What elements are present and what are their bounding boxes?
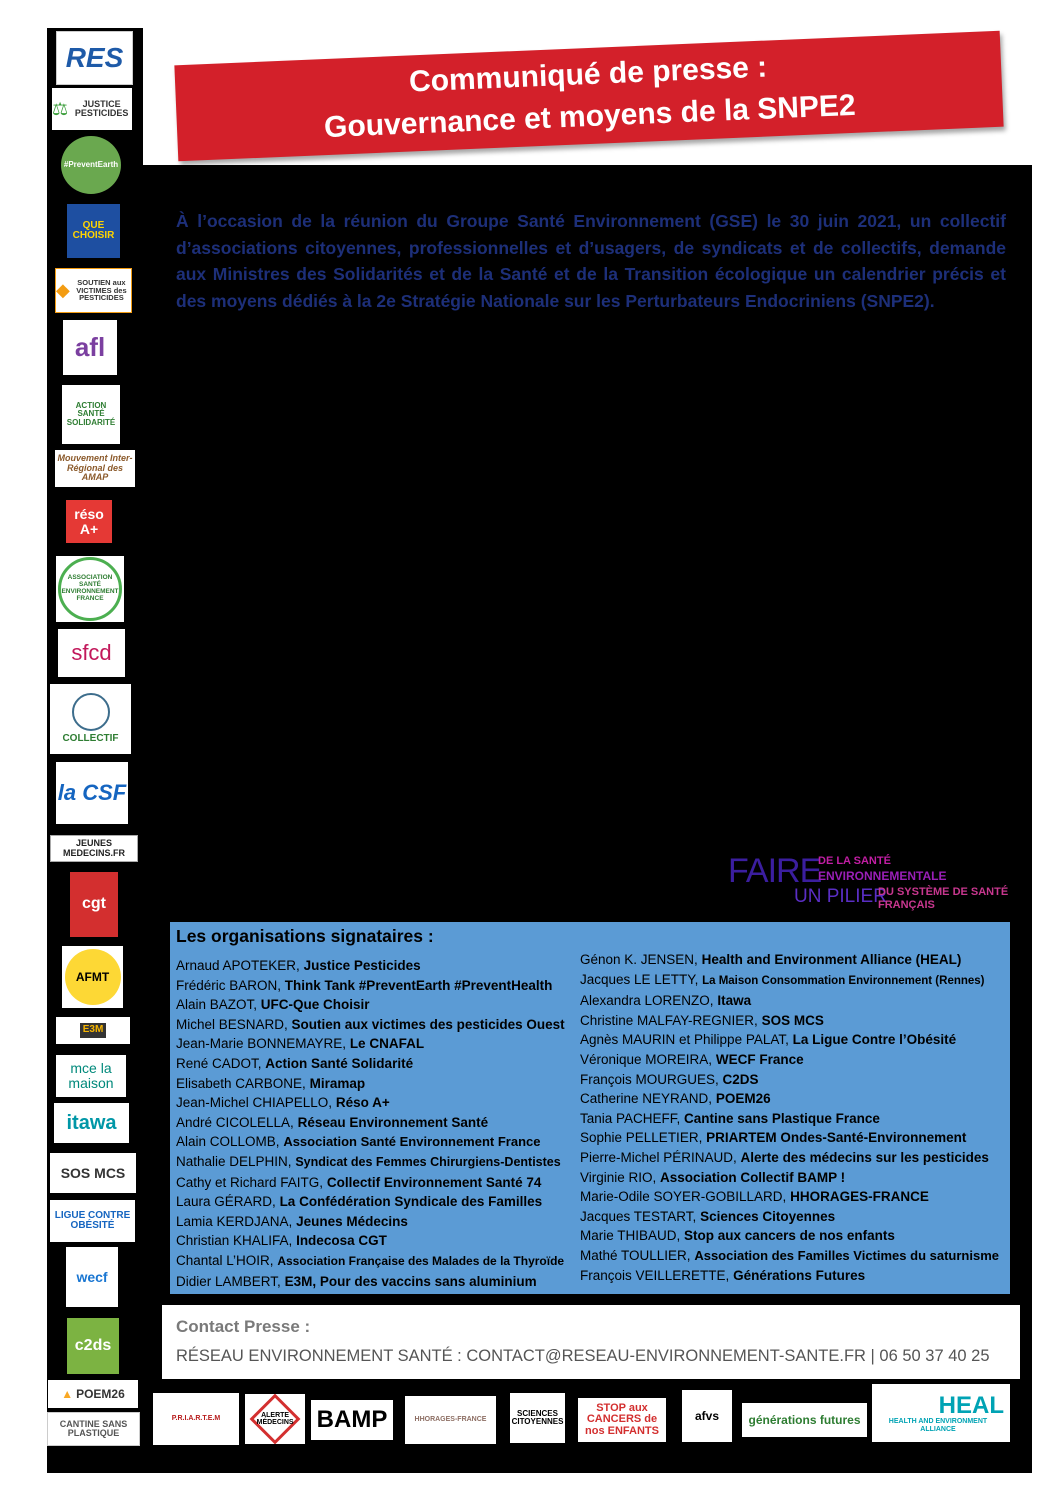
signatory-row: [580, 1207, 999, 1227]
signatory-row: [580, 1030, 999, 1050]
signatory-row: [176, 1054, 565, 1074]
signatory-row: [176, 1251, 565, 1272]
contact-title: Contact Presse :: [176, 1317, 311, 1336]
prevent-earth-logo: #PreventEarth: [61, 136, 121, 194]
signatory-organization: Soutien aux victimes des pesticides Ouest: [291, 1016, 565, 1032]
faire-sante-logo: FAIRE DE LA SANTÉ ENVIRONNEMENTALE UN PILIER DU SYSTÈME DE SANTÉ FRANÇAIS: [728, 852, 1009, 911]
stop-cancers-logo: STOP aux CANCERS de nos ENFANTS: [578, 1398, 666, 1442]
signatory-row: [176, 1093, 565, 1113]
bamp-logo: BAMP: [311, 1400, 393, 1440]
signatory-row: [176, 1015, 565, 1035]
signatory-row: [176, 1212, 565, 1232]
signatory-organization: Itawa: [717, 993, 752, 1009]
signatory-name: Elisabeth CARBONE,: [176, 1075, 306, 1091]
signatory-name: Frédéric BARON,: [176, 977, 282, 993]
signatories-box: [170, 922, 1010, 1294]
signatory-name: Didier LAMBERT,: [176, 1273, 281, 1289]
signatory-row: [176, 1113, 565, 1133]
signatory-name: Michel BESNARD,: [176, 1016, 288, 1032]
signatory-name: Sophie PELLETIER,: [580, 1130, 703, 1146]
signatory-row: [176, 1231, 565, 1251]
asef-logo: ASSOCIATION SANTÉ ENVIRONNEMENT FRANCE: [56, 556, 124, 622]
signatory-name: Nathalie DELPHIN,: [176, 1153, 292, 1169]
collectif-logo: COLLECTIF: [50, 684, 131, 754]
title-line-1: Communiqué de presse :: [408, 50, 768, 99]
itawa-logo: itawa: [54, 1103, 129, 1143]
signatory-organization: Alerte des médecins sur les pesticides: [740, 1149, 989, 1165]
signatory-organization: Association Santé Environnement France: [283, 1134, 541, 1150]
csf-logo: la CSF: [56, 762, 128, 824]
signatory-name: Marie THIBAUD,: [580, 1228, 681, 1244]
signatory-name: Arnaud APOTEKER,: [176, 958, 300, 973]
faire-word: FAIRE: [728, 852, 822, 890]
signatory-name: Agnès MAURIN et Philippe PALAT,: [580, 1032, 789, 1048]
cgt-indecosa-logo: cgt: [70, 872, 118, 937]
signatory-organization: Générations Futures: [733, 1267, 866, 1283]
wecf-logo: wecf: [66, 1247, 118, 1307]
action-sante-logo: ACTION SANTÉ SOLIDARITÉ: [62, 385, 120, 444]
signatory-row: [580, 1089, 999, 1109]
signatory-row: [580, 950, 999, 970]
signatory-name: Alain COLLOMB,: [176, 1134, 280, 1150]
afl-logo: afl: [63, 320, 117, 375]
e3m-logo: E3M: [56, 1017, 130, 1044]
signatory-name: Véronique MOREIRA,: [580, 1051, 713, 1067]
signatory-row: [176, 1152, 565, 1173]
signatory-name: Marie-Odile SOYER-GOBILLARD,: [580, 1189, 787, 1205]
signatory-organization: HHORAGES-FRANCE: [790, 1189, 929, 1205]
signatory-row: [580, 1109, 999, 1129]
ligue-obesite-logo: LIGUE CONTRE OBÉSITÉ: [50, 1200, 135, 1242]
signatory-organization: Association Collectif BAMP !: [660, 1169, 846, 1185]
signatory-organization: C2DS: [722, 1071, 759, 1087]
signatory-organization: Miramap: [309, 1075, 366, 1091]
generations-futures-logo: générations futures: [742, 1403, 867, 1437]
signatory-name: Alain BAZOT,: [176, 997, 258, 1013]
signatory-organization: Sciences Citoyennes: [700, 1208, 836, 1224]
afvs-logo: afvs: [682, 1390, 732, 1442]
signatories-title: Les organisations signataires :: [176, 926, 434, 946]
signatory-row: [580, 1050, 999, 1070]
res-logo: RES: [56, 31, 133, 85]
signatory-name: François VEILLERETTE,: [580, 1267, 730, 1283]
signatory-organization: Cantine sans Plastique France: [684, 1110, 880, 1126]
signatory-organization: Réso A+: [335, 1095, 390, 1111]
signatory-organization: WECF France: [715, 1051, 804, 1067]
signatory-row: [176, 1173, 565, 1193]
signatory-row: [580, 1226, 999, 1246]
signatory-row: [580, 1187, 999, 1207]
signatory-row: [580, 970, 999, 992]
signatory-name: François MOURGUES,: [580, 1071, 719, 1087]
signatory-organization: La Confédération Syndicale des Familles: [279, 1194, 543, 1210]
signatory-name: Génon K. JENSEN,: [580, 952, 698, 967]
signatory-name: Chantal L’HOIR,: [176, 1252, 274, 1268]
signatory-name: Jean-Michel CHIAPELLO,: [176, 1095, 333, 1111]
signatories-right-column: [580, 950, 999, 1285]
ufc-que-choisir-logo: QUE CHOISIR: [67, 204, 120, 258]
soutien-victimes-logo: ◆ SOUTIEN aux VICTIMES des PESTICIDES: [55, 268, 132, 313]
heal-logo: HEAL HEALTH AND ENVIRONMENT ALLIANCE: [872, 1384, 1010, 1442]
c2ds-logo: c2ds: [67, 1318, 119, 1374]
signatory-name: Cathy et Richard FAITG,: [176, 1174, 324, 1190]
signatory-organization: Jeunes Médecins: [296, 1213, 408, 1229]
signatory-organization: Association des Familles Victimes du saturnisme: [694, 1247, 999, 1263]
poem26-logo: ▲ POEM26: [48, 1380, 138, 1408]
signatory-organization: Association Française des Malades de la Thyroïde: [277, 1253, 565, 1268]
press-contact: [162, 1305, 1020, 1379]
sfcd-logo: sfcd: [58, 629, 125, 677]
signatory-name: Virginie RIO,: [580, 1169, 657, 1185]
contact-line: RÉSEAU ENVIRONNEMENT SANTÉ : CONTACT@RESEAU-ENVIRONNEMENT-SANTE.FR | 06 50 37 40 25: [176, 1347, 990, 1365]
signatory-organization: Le CNAFAL: [349, 1036, 425, 1052]
signatory-row: [580, 991, 999, 1011]
signatory-organization: Justice Pesticides: [303, 958, 421, 973]
signatory-name: Jean-Marie BONNEMAYRE,: [176, 1036, 347, 1052]
signatory-name: René CADOT,: [176, 1055, 262, 1071]
priartem-logo: P.R.I.A.R.T.E.M: [153, 1393, 239, 1445]
justice-pesticides-logo: ⚖ JUSTICE PESTICIDES: [52, 88, 132, 130]
signatory-name: Laura GÉRARD,: [176, 1194, 276, 1210]
signatory-organization: Syndicat des Femmes Chirurgiens-Dentistes: [295, 1154, 561, 1169]
signatory-row: [176, 1272, 565, 1292]
signatory-organization: Réseau Environnement Santé: [297, 1114, 489, 1130]
hhorages-logo: HHORAGES-FRANCE: [405, 1396, 496, 1444]
signatory-organization: UFC-Que Choisir: [260, 997, 370, 1013]
alerte-medecins-logo: ALERTE MÉDECINS: [245, 1394, 305, 1444]
signatory-name: Alexandra LORENZO,: [580, 993, 714, 1009]
signatory-name: Pierre-Michel PÉRINAUD,: [580, 1149, 737, 1165]
signatory-organization: Indecosa CGT: [296, 1233, 387, 1249]
signatory-row: [580, 1246, 999, 1266]
mce-logo: mce la maison: [56, 1055, 126, 1097]
signatory-row: [580, 1168, 999, 1188]
signatory-name: Jacques TESTART,: [580, 1208, 697, 1224]
signatory-row: [580, 1148, 999, 1168]
signatory-row: [580, 1128, 999, 1148]
signatory-organization: SOS MCS: [761, 1012, 824, 1028]
cantine-sans-plastique-logo: CANTINE SANS PLASTIQUE: [47, 1412, 140, 1446]
signatory-row: [176, 1034, 565, 1054]
signatory-name: Mathé TOULLIER,: [580, 1247, 691, 1263]
signatory-name: André CICOLELLA,: [176, 1114, 294, 1130]
signatory-name: Jacques LE LETTY,: [580, 971, 699, 987]
signatory-row: [580, 1011, 999, 1031]
intro-paragraph: À l’occasion de la réunion du Groupe Santé Environnement (GSE) le 30 juin 2021, un collectif d’associations citoyennes, professionnelles et d’usagers, de syndicats et de collectifs, demande aux Ministres des Solidarités et de la Santé et de la Transition écologique un calendrier précis et des moyens dédiés à la 2e Stratégie Nationale sur les Perturbateurs Endocriniens (SNPE2).: [176, 211, 1006, 311]
afmt-logo: AFMT: [62, 946, 123, 1008]
signatory-organization: La Ligue Contre l’Obésité: [792, 1032, 957, 1048]
signatory-organization: Think Tank #PreventEarth #PreventHealth: [284, 977, 553, 993]
signatory-row: [176, 995, 565, 1015]
title-line-2: Gouvernance et moyens de la SNPE2: [323, 88, 857, 145]
signatory-row: [176, 1074, 565, 1094]
signatory-name: Lamia KERDJANA,: [176, 1213, 293, 1229]
signatory-organization: E3M, Pour des vaccins sans aluminium: [284, 1273, 537, 1289]
signatory-row: [176, 1132, 565, 1152]
signatory-organization: Collectif Environnement Santé 74: [326, 1174, 542, 1190]
amap-logo: Mouvement Inter-Régional des AMAP: [55, 450, 135, 487]
signatory-organization: POEM26: [715, 1091, 771, 1107]
signatory-row: [176, 976, 565, 996]
signatory-name: Tania PACHEFF,: [580, 1110, 681, 1126]
signatory-organization: Stop aux cancers de nos enfants: [684, 1228, 895, 1244]
signatory-name: Christian KHALIFA,: [176, 1233, 293, 1249]
sos-mcs-logo: SOS MCS: [50, 1153, 136, 1193]
jeunes-medecins-logo: JEUNES MEDECINS.FR: [50, 835, 138, 862]
sciences-citoyennes-logo: SCIENCES CITOYENNES: [510, 1393, 565, 1443]
signatory-name: Catherine NEYRAND,: [580, 1091, 713, 1107]
signatory-organization: PRIARTEM Ondes-Santé-Environnement: [706, 1130, 967, 1146]
signatory-row: [580, 1266, 999, 1286]
signatory-row: [176, 956, 565, 976]
signatory-organization: Action Santé Solidarité: [265, 1055, 414, 1071]
reso-logo: réso A+: [66, 500, 112, 543]
signatories-left-column: [176, 956, 565, 1291]
signatory-row: [176, 1192, 565, 1212]
signatory-organization: La Maison Consommation Environnement (Rennes): [702, 974, 985, 987]
signatory-row: [580, 1070, 999, 1090]
signatory-name: Christine MALFAY-REGNIER,: [580, 1012, 758, 1028]
signatory-organization: Health and Environment Alliance (HEAL): [701, 952, 962, 967]
